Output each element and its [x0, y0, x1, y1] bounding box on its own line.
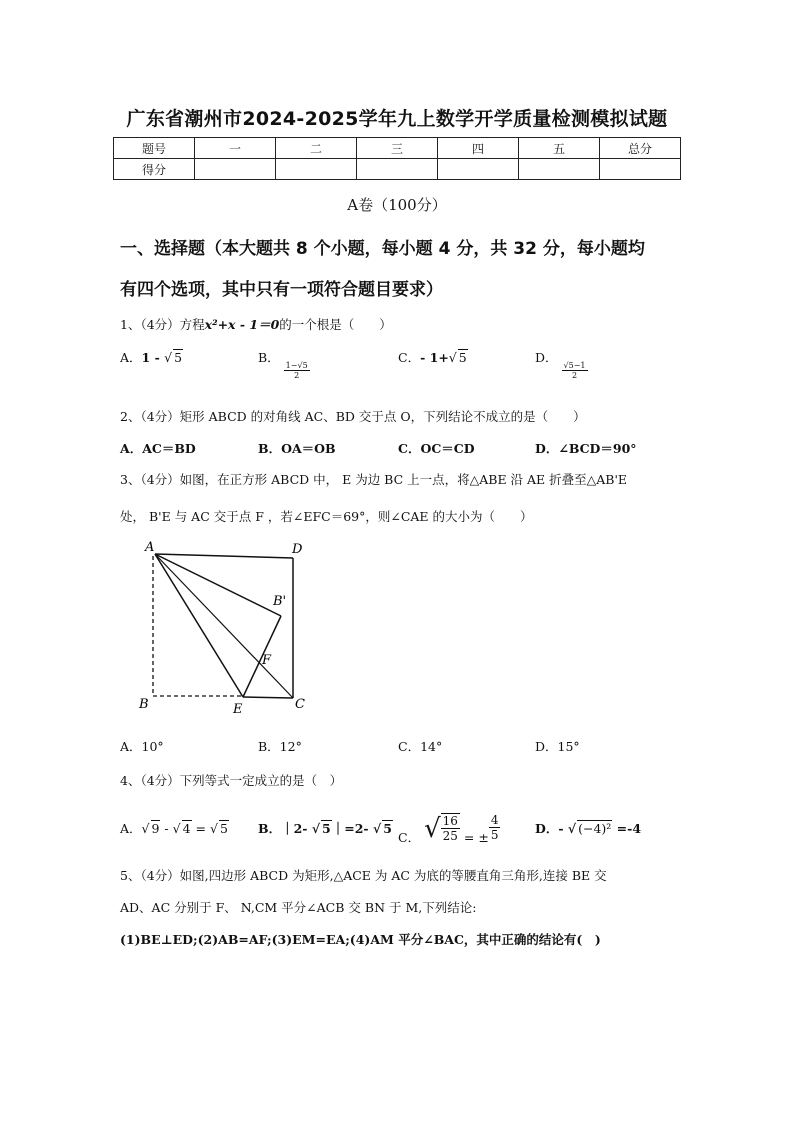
option-label: A．	[120, 350, 142, 365]
question-4: 4、（4分）下列等式一定成立的是（ ）	[120, 773, 343, 788]
q2-option-b[interactable]: B．OA＝OB	[258, 441, 336, 456]
option-text: 1 -	[141, 350, 165, 365]
label-f: F	[262, 653, 272, 668]
q3-option-c[interactable]: C．14°	[398, 739, 443, 754]
option-text: -	[558, 821, 568, 836]
segment-ec	[243, 697, 293, 698]
label-c: C	[295, 697, 305, 712]
radicand: 9	[151, 821, 160, 836]
radicand: 5	[219, 821, 228, 836]
score-input-cell[interactable]	[519, 159, 600, 180]
q1-option-d[interactable]	[535, 348, 588, 380]
option-label: A．	[120, 821, 142, 836]
q1-suffix: 的一个根是（ ）	[279, 317, 392, 332]
q4-option-c[interactable]	[398, 808, 500, 843]
q2-option-c[interactable]: C．OC＝CD	[398, 441, 475, 456]
q1-equation: x²+x - 1＝0	[204, 317, 280, 332]
question-5-line3: (1)BE⊥ED;(2)AB=AF;(3)EM=EA;(4)AM 平分∠BAC，其中正确的结论有( )	[120, 932, 601, 947]
label-a: A	[145, 540, 155, 555]
q2-option-d[interactable]: D．∠BCD＝90°	[535, 441, 637, 456]
option-label: C．	[398, 830, 421, 845]
label-b-prime: B'	[273, 594, 287, 609]
q4-option-a[interactable]: A．√ 9 - √ 4 = √ 5	[120, 821, 228, 836]
score-cell: 四	[438, 138, 519, 159]
score-cell: 五	[519, 138, 600, 159]
question-5-line2: AD、AC 分别于 F、 N,CM 平分∠ACB 交 BN 于 M,下列结论:	[120, 900, 477, 915]
question-5-line1: 5、（4分）如图,四边形 ABCD 为矩形,△ACE 为 AC 为底的等腰直角三角形,连接 BE 交	[120, 868, 607, 883]
fraction	[284, 361, 310, 380]
score-table-score-row	[114, 159, 681, 180]
fraction	[562, 361, 588, 380]
score-cell: 二	[276, 138, 357, 159]
q1-option-a[interactable]: A．1 - √ 5	[120, 350, 183, 365]
operator: =	[191, 821, 210, 836]
radicand: 5	[174, 350, 183, 365]
q3-option-a[interactable]: A．10°	[120, 739, 164, 754]
option-label: B．	[258, 821, 282, 836]
option-text: ｜=2-	[331, 821, 373, 836]
q1-option-c[interactable]: C．- 1+√ 5	[398, 350, 467, 365]
score-input-cell[interactable]	[195, 159, 276, 180]
segment-ad	[155, 554, 293, 558]
label-e: E	[233, 702, 243, 717]
sqrt-sign-icon: √	[424, 814, 441, 844]
option-text: ｜2-	[281, 821, 312, 836]
frac-denominator: 2	[571, 371, 578, 380]
option-label: D．	[535, 821, 559, 836]
square-fold-figure	[135, 538, 315, 718]
part-heading-line1: 一、选择题（本大题共 8 个小题，每小题 4 分，共 32 分，每小题均	[120, 239, 645, 259]
operator: -	[160, 821, 173, 836]
option-label: D．	[535, 350, 558, 365]
radicand: 5	[322, 821, 331, 836]
fraction	[441, 813, 460, 843]
q2-option-a[interactable]: A．AC＝BD	[120, 441, 196, 456]
label-d: D	[292, 542, 303, 557]
q1-prefix: 1、（4分）方程	[120, 317, 205, 332]
score-table-header-row	[114, 138, 681, 159]
score-cell: 总分	[600, 138, 681, 159]
radicand: (−4)²	[578, 821, 612, 836]
question-3-line2: 处， B'E 与 AC 交于点 F ，若∠EFC＝69°，则∠CAE 的大小为（ ）	[120, 509, 533, 524]
score-input-cell[interactable]	[276, 159, 357, 180]
q4-option-d[interactable]: D．- √ (−4)² =-4	[535, 821, 642, 836]
part-heading-line2: 有四个选项，其中只有一项符合题目要求）	[120, 280, 443, 300]
question-3-line1: 3、（4分）如图，在正方形 ABCD 中， E 为边 BC 上一点，将△ABE 沿 AE 折叠至△AB'E	[120, 472, 628, 487]
frac-numerator: 16	[442, 813, 458, 828]
option-text: =-4	[612, 821, 642, 836]
question-1	[120, 315, 392, 333]
radicand: 5	[458, 350, 467, 365]
q4-option-b[interactable]: B．｜2- √ 5｜=2- √ 5	[258, 821, 392, 836]
radicand: 4	[182, 821, 191, 836]
option-label: B．	[258, 350, 280, 365]
q3-option-b[interactable]: B．12°	[258, 739, 302, 754]
option-label: C．	[398, 350, 421, 365]
question-2: 2、（4分）矩形 ABCD 的对角线 AC、BD 交于点 O，下列结论不成立的是（ ）	[120, 409, 586, 424]
fraction	[489, 813, 501, 842]
score-cell: 题号	[114, 138, 195, 159]
score-input-cell[interactable]	[357, 159, 438, 180]
frac-denominator: 5	[490, 828, 499, 842]
q3-option-d[interactable]: D．15°	[535, 739, 580, 754]
score-cell: 三	[357, 138, 438, 159]
radicand: 5	[383, 821, 392, 836]
section-heading: A卷（100分）	[347, 196, 447, 214]
frac-denominator: 25	[442, 828, 458, 843]
label-b: B	[139, 697, 149, 712]
q1-option-b[interactable]	[258, 348, 310, 380]
score-cell: 得分	[114, 159, 195, 180]
score-input-cell[interactable]	[600, 159, 681, 180]
frac-numerator: 4	[490, 813, 499, 827]
score-input-cell[interactable]	[438, 159, 519, 180]
segment-ac	[155, 554, 293, 698]
frac-numerator: √5−1	[563, 361, 586, 370]
option-text: - 1+	[420, 350, 449, 365]
page-title: 广东省潮州市2024-2025学年九上数学开学质量检测模拟试题	[126, 108, 668, 130]
frac-denominator: 2	[294, 371, 300, 380]
score-table	[113, 137, 681, 180]
operator: = ±	[459, 830, 489, 845]
frac-numerator: 1−√5	[285, 361, 308, 370]
score-cell: 一	[195, 138, 276, 159]
